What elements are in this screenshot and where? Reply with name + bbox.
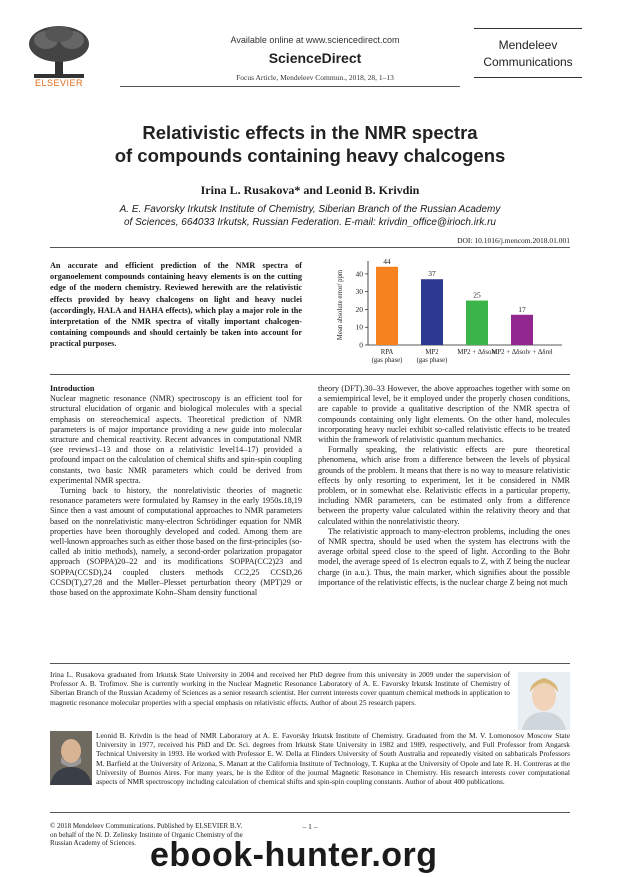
section-heading-introduction: Introduction <box>50 384 95 393</box>
bar-4 <box>511 315 533 345</box>
author-photo-rusakova <box>518 672 570 730</box>
y-tick-label: 40 <box>355 269 363 279</box>
bar-chart <box>330 255 575 370</box>
affiliation <box>60 203 560 229</box>
available-online-text: Available online at www.sciencedirect.com <box>230 35 400 45</box>
copyright-line-1: © 2018 Mendeleev Communications. Published by ELSEVIER B.V. <box>50 822 243 830</box>
bar-value-label: 17 <box>518 304 526 314</box>
body-right-column <box>318 384 570 588</box>
y-axis-label: Mean absolute error/ ppm <box>337 269 344 341</box>
elsevier-wordmark: ELSEVIER <box>34 78 84 88</box>
authors: Irina L. Rusakova* and Leonid B. Krivdin <box>200 183 420 197</box>
affiliation-line-2: of Sciences, 664033 Irkutsk, Russian Federation. E-mail: krivdin_office@irioch.irk.ru <box>124 217 496 228</box>
abstract: An accurate and efficient prediction of the NMR spectra of organoelement compounds containing heavy elements is on the cutting edge of the modern chemistry. Reviewed herewith are the relativistic effects provided by heavy chalcogens on light and heavy nuclei (accordingly, HALA and HAHA effects), which play a major role in the interpretation of the NMR spectra of vitally important chalcogen-containing compounds and should certainly be taken into account for practical purposes. <box>50 261 302 349</box>
bar-2 <box>421 279 443 345</box>
doi-rule <box>50 247 570 248</box>
y-tick-label: 30 <box>355 287 363 297</box>
x-tick-label: MP2 + Δδsolv + Δδrel <box>491 349 553 356</box>
author-bio-rusakova: Irina L. Rusakova graduated from Irkutsk State University in 2004 and received her PhD degree from this university in 2009 under the supervision of Professor A. B. Trofimov. She is currently working in the Nuclear Magnetic Resonance Laboratory of A. E. Favorsky Irkutsk Institute of Chemistry of Siberian Branch of the Russian Academy of Sciences as a senior research scientist. Her current interests cover quantum chemical methods in application to magnetic resonance molecular properties with a special emphasis on relativistic effects. Author of about 25 research papers. <box>50 670 510 707</box>
article-title <box>40 121 580 167</box>
header-rule <box>120 86 460 87</box>
sciencedirect-logo: ScienceDirect <box>268 50 362 66</box>
journal-name-box <box>474 28 582 78</box>
watermark-text: ebook-hunter.org <box>150 836 438 874</box>
y-tick-label: 20 <box>355 304 363 314</box>
page-number: – 1 – <box>302 822 318 831</box>
title-line-2: of compounds containing heavy chalcogens <box>114 145 506 166</box>
bar-value-label: 25 <box>473 290 481 300</box>
elsevier-tree-logo <box>24 24 94 80</box>
bar-1 <box>376 267 398 345</box>
paragraph: The relativistic approach to many-electron problems, including the ones of NMR spectra, should be used when the system has electrons with the average orbital speed close to the speed of light. According to the Bohr model, the average speed of 1s electron equals to Z, with Z being the nuclear charge (in a.u.). Thus, the main marker, which signifies about the possible importance of the relativistic effects, is the nuclear charge Z being not much <box>318 526 570 587</box>
paragraph: Turning back to history, the nonrelativistic theories of magnetic resonance parameters were formulated by Ramsey in the early 1950s.18,19 Since then a vast amount of computational approaches to NMR parameters based on the nonrelativistic many-electron Schrödinger equation for NMR properties have been thoroughly developed and coded. Among them are well-known approaches such as either those based on the first-principles (so-called ab initio methods), namely, a second-order polarization propagator approach (SOPPA)20–22 and its modifications SOPPA(CC2)23 and SOPPA(CCSD),24 coupled clusters methods CC2,25 CCSD,26 CCSD(T),27,28 and the Møller–Plesset perturbation theory (MPT)29 or those based on the approximate Kohn–Sham density functional <box>50 486 302 598</box>
journal-name: Mendeleev Communications <box>483 38 573 69</box>
affiliation-line-1: A. E. Favorsky Irkutsk Institute of Chemistry, Siberian Branch of the Russian Academy <box>119 204 501 215</box>
author-bio-krivdin: Leonid B. Krivdin is the head of NMR Laboratory at A. E. Favorsky Irkutsk Institute of Chemistry. Graduated from the M. V. Lomonosov Moscow State University in 1977, received his PhD and Dr. Sci. degrees from Irkutsk State University in 1982 and 1989, respectively, and Full Professor from Angarsk Technical University in 1993. He worked with Professor E. W. Della at Flinders University of South Australia and repeatedly visited on sabbaticals Professors M. Barfield at the University of Arizona, S. Manatt at the California Institute of Technology, T. Kupka at the University of Opole and late R. H. Contreras at the University of Buenos Aires. For many years, he is the Editor of the journal Magnetic Resonance in Chemistry. His research interests cover computational aspects of NMR spectroscopy including calculation of chemical shifts and spin-spin coupling constants. Author of about 400 publications. <box>96 731 570 787</box>
title-line-1: Relativistic effects in the NMR spectra <box>142 122 478 143</box>
paragraph: Nuclear magnetic resonance (NMR) spectroscopy is an efficient tool for structural elucidation of organic and biological molecules with a special emphasis on stereochemical aspects. Theoretical prediction of NMR parameters is of major importance providing a new guide into molecular structure and chemical reactivity. Recent advances in computational NMR (see reviews1–13 and those on a relativistic level14–17) provided a profound impact on the calculation of chemical shifts and spin-spin coupling constants, two basic NMR parameters which could be derived from experimental NMR spectra. <box>50 394 302 485</box>
x-tick-label-sub: (gas phase) <box>416 357 448 364</box>
doi: DOI: 10.1016/j.mencom.2018.01.001 <box>457 236 570 245</box>
citation-line: Focus Article, Mendeleev Commun., 2018, 28, 1–13 <box>236 73 394 82</box>
copyright-line-3: Russian Academy of Sciences. <box>50 839 136 847</box>
body-left-column <box>50 384 302 598</box>
bar-value-label: 44 <box>383 256 391 266</box>
abstract-rule <box>50 374 570 375</box>
copyright-line-2: on behalf of the N. D. Zelinsky Institute of Organic Chemistry of the <box>50 830 243 839</box>
x-tick-label: MP2 + Δδsolv <box>457 349 497 356</box>
footer-rule <box>50 812 570 813</box>
graphical-abstract-chart <box>330 255 575 370</box>
bar-value-label: 37 <box>428 269 436 279</box>
author-photo-krivdin <box>50 731 92 785</box>
y-tick-label: 10 <box>355 322 363 332</box>
paragraph: Formally speaking, the relativistic effects are pure theoretical phenomena, which arise from a difference between the levels of physical grounds of the problem. It means that there is no way to measure relativistic effects by only resorting to experiment, let it be considered in NMR problem, or in somewhat else. Relativistic effects in a particular property, including NMR parameters, can be estimated only from a difference between the property value calculated within the relativity theory and that calculated within the nonrelativistic theory. <box>318 445 570 526</box>
x-tick-label: RPA <box>380 349 394 356</box>
bar-3 <box>466 301 488 345</box>
x-tick-label-sub: (gas phase) <box>371 357 403 364</box>
body-rule <box>50 663 570 664</box>
x-tick-label: MP2 <box>425 349 439 356</box>
y-tick-label: 0 <box>359 340 363 350</box>
paragraph: theory (DFT).30–33 However, the above approaches together with some on a semiempirical level, be it employed under the properly chosen conditions, are capable to provide a qualitative description of the NMR spectra of compounds containing only light elements. On the other hand, molecules incorporating heavy nuclei exhibit so-called relativistic effects to be treated within the framework of relativistic quantum mechanics. <box>318 384 570 445</box>
